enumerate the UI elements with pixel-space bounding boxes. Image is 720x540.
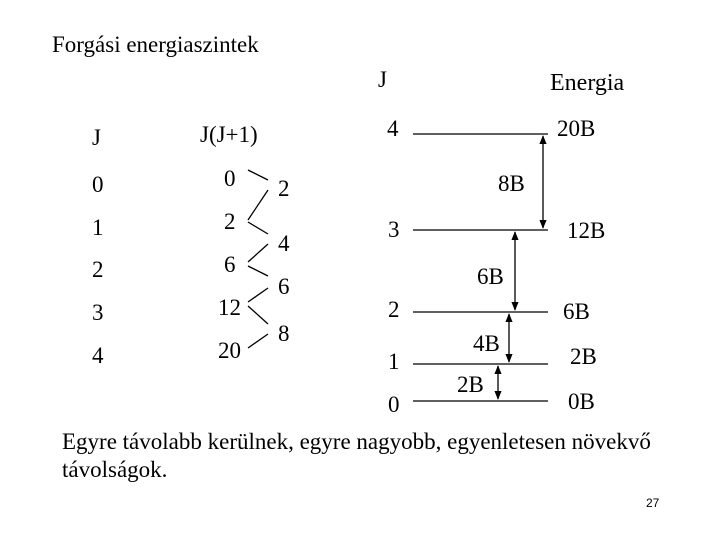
diff-connector <box>248 334 268 348</box>
level-energy-4: 20B <box>557 116 596 141</box>
table-diff-2: 6 <box>278 274 290 299</box>
table-diff-1: 4 <box>278 231 290 256</box>
table-j-3: 3 <box>92 300 104 325</box>
caption-text: Egyre távolabb kerülnek, egyre nagyobb, egyenletesen növekvő távolságok. <box>62 429 651 482</box>
table-j-4: 4 <box>92 343 104 368</box>
level-j-3: 3 <box>388 217 400 242</box>
table-jj1-0: 0 <box>224 166 236 191</box>
table-j-1: 1 <box>92 215 104 240</box>
diff-connector <box>248 288 268 302</box>
gap-label-4b: 4B <box>473 331 500 356</box>
level-j-0: 0 <box>388 392 400 417</box>
slide-title: Forgási energiaszintek <box>52 32 259 57</box>
table-jj1-2: 6 <box>224 252 236 277</box>
diff-connector <box>248 306 268 324</box>
diff-connector <box>248 222 268 234</box>
level-energy-0: 0B <box>568 389 595 414</box>
table-jj1-3: 12 <box>218 295 241 320</box>
table-j-0: 0 <box>92 172 104 197</box>
table-diff-0: 2 <box>278 176 290 201</box>
table-diff-3: 8 <box>278 321 290 346</box>
level-j-4: 4 <box>387 116 399 141</box>
gap-label-6b: 6B <box>477 264 504 289</box>
levels-header-energy: Energia <box>550 70 625 96</box>
level-j-1: 1 <box>388 349 400 374</box>
level-energy-1: 2B <box>570 344 597 369</box>
gap-label-8b: 8B <box>498 171 525 196</box>
diff-connector <box>248 190 268 220</box>
levels-header-j: J <box>378 67 387 92</box>
gap-label-2b: 2B <box>457 372 484 397</box>
level-j-2: 2 <box>388 297 400 322</box>
page-number: 27 <box>646 496 660 510</box>
diff-connector <box>248 244 268 262</box>
table-header-j: J <box>92 125 101 150</box>
table-jj1-4: 20 <box>218 338 241 363</box>
table-header-jj1: J(J+1) <box>200 122 258 147</box>
level-energy-2: 6B <box>563 299 590 324</box>
level-energy-3: 12B <box>567 218 606 243</box>
table-jj1-1: 2 <box>224 209 236 234</box>
table-j-2: 2 <box>92 257 104 282</box>
diff-connector <box>248 170 268 180</box>
diff-connector <box>248 266 268 276</box>
